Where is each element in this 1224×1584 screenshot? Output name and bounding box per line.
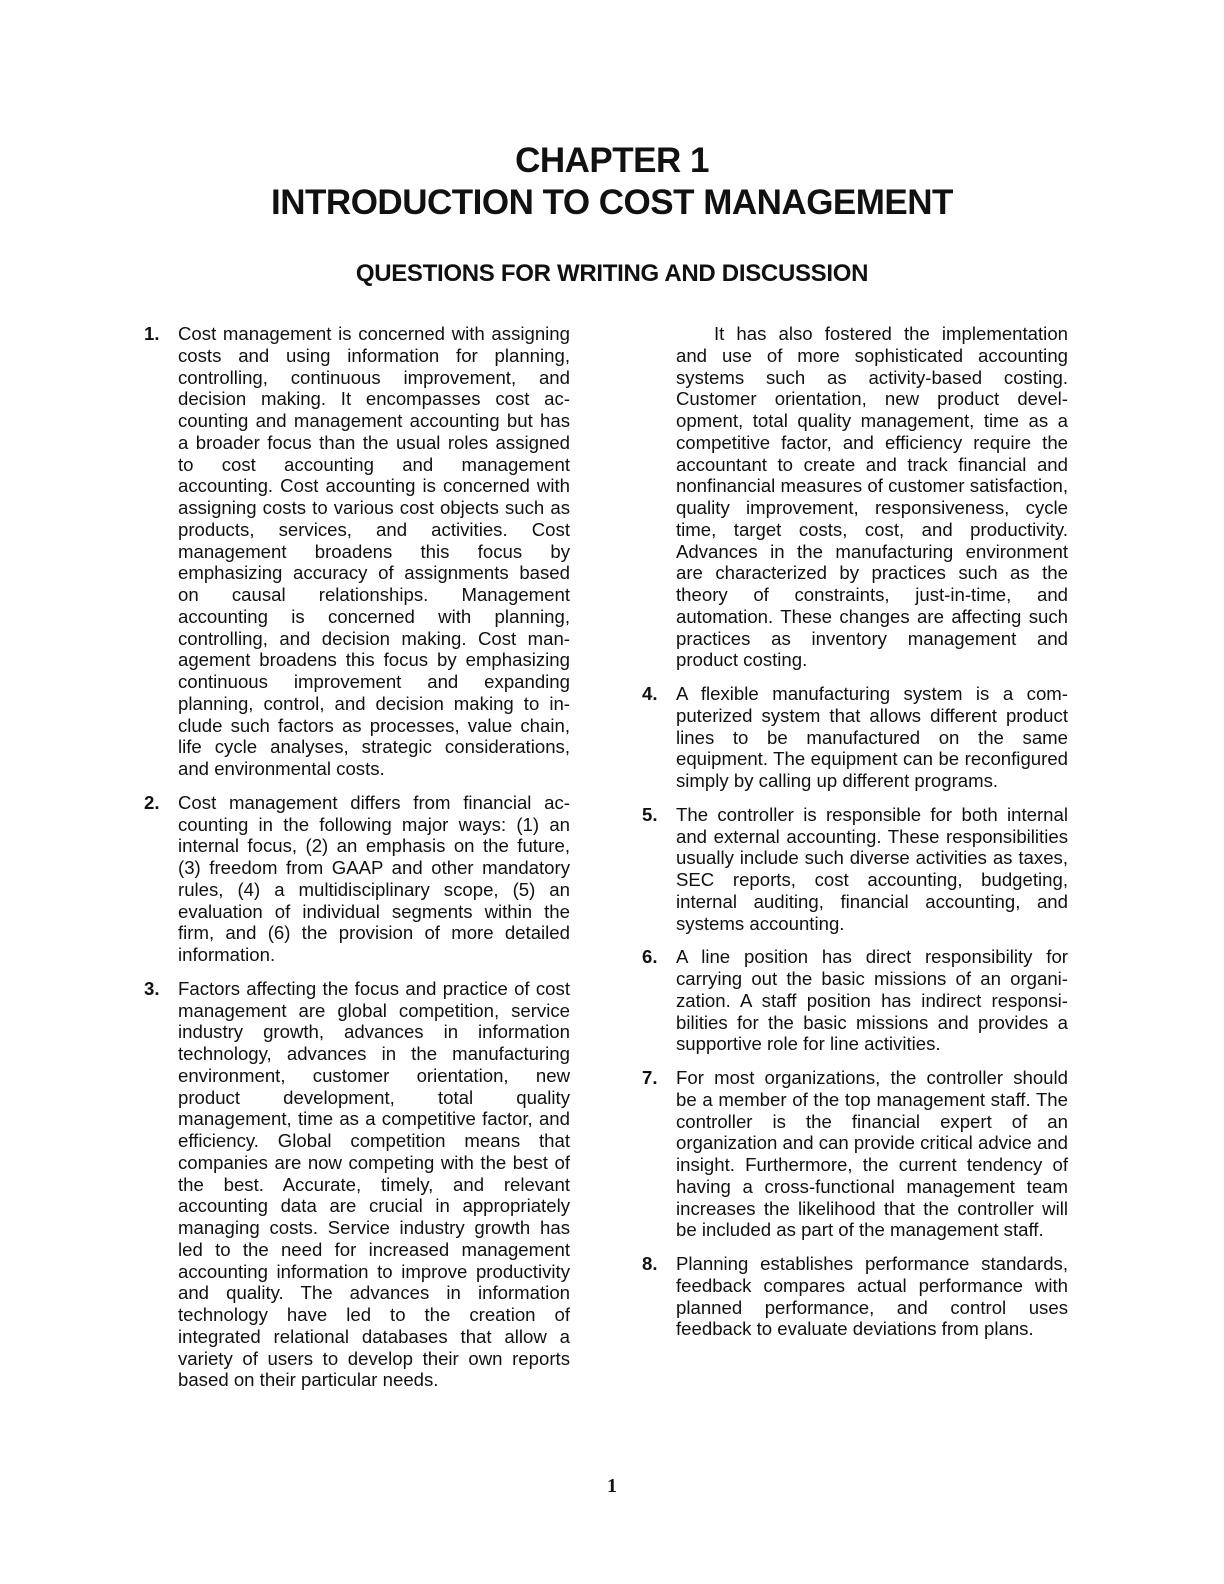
left-column <box>140 323 570 1403</box>
question-answer-item <box>638 1253 1068 1340</box>
item-text: A line position has direct responsibility for carrying out the basic missions of an organization. A staff position has indirect responsibilities for the basic missions and provides a supportive role for line activities. <box>676 946 1068 1055</box>
item-text: Planning establishes performance standards, feedback compares actual performance with planned performance, and control uses feedback to evaluate deviations from plans. <box>676 1253 1068 1340</box>
item-number: 8. <box>642 1253 658 1274</box>
question-answer-item <box>638 804 1068 935</box>
question-answer-item <box>638 1067 1068 1241</box>
item-text: Cost management differs from financial accounting in the following major ways: (1) an internal focus, (2) an emphasis on the future, (3) freedom from GAAP and other mandatory rules, (4) a multidisciplinary scope, (5) an evaluation of individual segments within the firm, and (6) the provision of more detailed information. <box>178 791 570 965</box>
question-answer-item <box>638 946 1068 1055</box>
question-answer-item <box>140 978 570 1391</box>
item-number: 7. <box>642 1067 658 1088</box>
section-heading: QUESTIONS FOR WRITING AND DISCUSSION <box>355 260 869 287</box>
item-text: Factors affecting the focus and practice of cost management are global competition, service industry growth, advances in information technology, advances in the manufacturing environment, customer orientation, new product development, total quality management, time as a competitive factor, and efficiency. Global competition means that companies are now competing with the best of the best. Accurate, timely, and relevant accounting data are crucial in appropriately managing costs. Service industry growth has led to the need for increased management accounting information to improve productivity and quality. The advances in information technology have led to the creation of integrated relational databases that allow a variety of users to develop their own reports based on their particular needs. <box>178 977 570 1391</box>
page-number: 1 <box>607 1475 617 1497</box>
chapter-number: CHAPTER 1 <box>515 141 709 180</box>
question-answer-item <box>140 792 570 966</box>
item-text: For most organizations, the controller should be a member of the top management staff. The controller is the financial expert of an organization and can provide critical advice and insight. Furthermore, the current tendency of having a cross-functional management team increases the likelihood that the controller will be included as part of the management staff. <box>676 1067 1068 1241</box>
chapter-title: INTRODUCTION TO COST MANAGEMENT <box>271 183 953 222</box>
continued-text: It has also fostered the implementation and use of more sophisticated accounting systems such as activity-based costing. Customer orientation, new product development, total quality management, time as a competitive factor, and efficiency require the accountant to create and track financial and nonfinancial measures of customer satisfaction, quality improvement, responsiveness, cycle time, target costs, cost, and productivity. Advances in the manufacturing environment are characterized by practices such as the theory of constraints, just-in-time, and automation. These changes are affecting such practices as inventory management and product costing. <box>676 323 1068 671</box>
right-column <box>638 323 1068 1352</box>
item-text: A flexible manufacturing system is a computerized system that allows different product lines to be manufactured on the same equipment. The equipment can be reconfigured simply by calling up different programs. <box>676 683 1068 791</box>
continued-paragraph <box>638 323 1068 671</box>
item-number: 6. <box>642 946 658 968</box>
item-number: 3. <box>144 977 160 999</box>
question-answer-item <box>140 323 570 780</box>
item-text: Cost management is concerned with assigning costs and using information for planning, controlling, continuous improvement, and decision making. It encompasses cost accounting and management accounting but has a broader focus than the usual roles assigned to cost accounting and management accounting. Cost accounting is concerned with assigning costs to various cost objects such as products, services, and activities. Cost management broadens this focus by emphasizing accuracy of assignments based on causal relationships. Management accounting is concerned with planning, controlling, and decision making. Cost management broadens this focus by emphasizing continuous improvement and expanding planning, control, and decision making to include such factors as processes, value chain, life cycle analyses, strategic considerations, and environmental costs. <box>178 323 570 779</box>
question-answer-item <box>638 683 1068 792</box>
item-text: The controller is responsible for both internal and external accounting. These responsibilities usually include such diverse activities as taxes, SEC reports, cost accounting, budgeting, internal auditing, financial accounting, and systems accounting. <box>676 803 1068 934</box>
item-number: 1. <box>144 323 160 344</box>
item-number: 5. <box>642 803 658 825</box>
item-number: 4. <box>642 683 658 704</box>
item-number: 2. <box>144 791 160 813</box>
